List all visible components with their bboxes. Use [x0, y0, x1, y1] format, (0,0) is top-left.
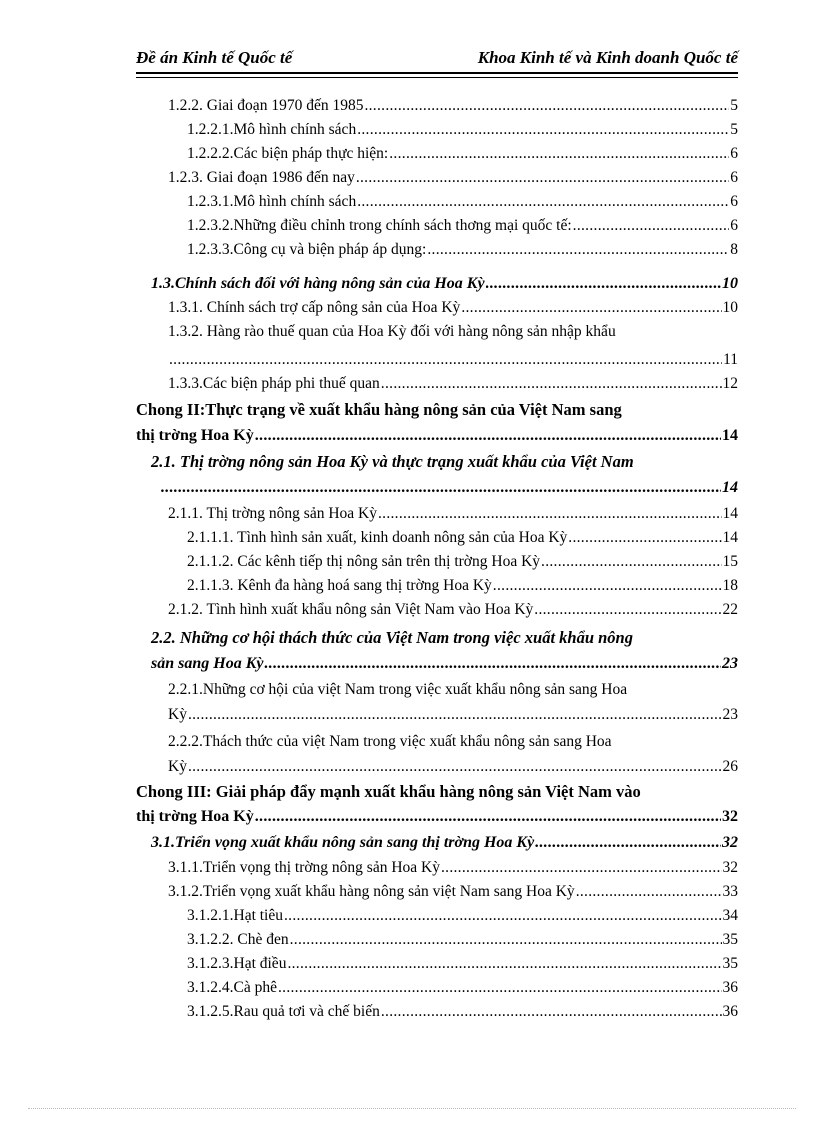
toc-entry-page: 34 [722, 907, 738, 924]
toc-entry [168, 502, 738, 526]
toc-entry [187, 238, 738, 262]
toc-entry-title: 1.3.2. Hàng rào thuế quan của Hoa Kỳ đối với hàng nông sản nhập khẩu [168, 323, 616, 340]
toc-entry [187, 526, 738, 550]
toc-entry [168, 296, 738, 320]
toc-entry-title: 1.3.Chính sách đối với hàng nông sản của Hoa Kỳ [151, 275, 485, 292]
toc-leader-dots [381, 372, 722, 396]
toc-entry-page: 32 [722, 834, 738, 851]
toc-entry [187, 118, 738, 142]
header-right-title: Khoa Kinh tế và Kinh doanh Quốc tế [477, 48, 738, 67]
toc-entry [168, 94, 738, 118]
toc-leader-dots [573, 214, 730, 238]
toc-entry-page: 8 [730, 241, 738, 258]
toc-leader-dots [188, 755, 722, 779]
toc-section-entry [160, 476, 738, 500]
toc-entry-title: 2.1.1. Thị trờng nông sản Hoa Kỳ [168, 505, 377, 522]
toc-entry-page: 6 [730, 145, 738, 162]
toc-entry-title: 1.3.3.Các biện pháp phi thuế quan [168, 375, 380, 392]
toc-leader-dots [441, 856, 722, 880]
toc-entry [187, 550, 738, 574]
toc-leader-dots [356, 166, 729, 190]
toc-leader-dots [541, 550, 721, 574]
page-bottom-border [28, 1108, 796, 1109]
toc-entry-page: 5 [730, 97, 738, 114]
toc-entry-title: 1.2.2.2.Các biện pháp thực hiện: [187, 145, 389, 162]
toc-entry-title: 3.1.1.Triển vọng thị trờng nông sản Hoa Kỳ [168, 859, 440, 876]
toc-entry-title: sản sang Hoa Kỳ [151, 655, 264, 672]
toc-entry-page: 6 [730, 169, 738, 186]
toc-entry [187, 976, 738, 1000]
toc-entry-title: 1.2.3.1.Mô hình chính sách [187, 193, 357, 210]
toc-leader-dots [427, 238, 729, 262]
toc-leader-dots [287, 952, 721, 976]
toc-entry [187, 904, 738, 928]
toc-entry-title: 3.1.2.4.Cà phê [187, 979, 277, 996]
toc-entry-page: 32 [722, 859, 738, 876]
toc-entry [187, 574, 738, 598]
toc-entry [187, 214, 738, 238]
toc-entry-title: 1.3.1. Chính sách trợ cấp nông sản của Hoa Kỳ [168, 299, 461, 316]
toc-entry-page: 15 [722, 553, 738, 570]
toc-entry-page: 10 [722, 275, 738, 292]
toc-entry-page: 23 [722, 706, 738, 723]
toc-chapter-entry [136, 805, 738, 829]
toc-leader-dots [255, 424, 721, 448]
toc-entry-title: 3.1.2.3.Hạt điều [187, 955, 287, 972]
toc-leader-dots [255, 805, 721, 829]
toc-entry-title: 2.1.1.1. Tình hình sản xuất, kinh doanh nông sản của Hoa Kỳ [187, 529, 568, 546]
toc-entry-page: 35 [722, 931, 738, 948]
toc-entry-page: 6 [730, 193, 738, 210]
toc-entry-page: 18 [722, 577, 738, 594]
toc-entry-page: 23 [722, 655, 738, 672]
header-rule-thin [136, 77, 738, 78]
toc-leader-dots [161, 476, 721, 500]
toc-entry-page: 33 [722, 883, 738, 900]
toc-leader-dots [264, 652, 721, 676]
toc-leader-dots [461, 296, 721, 320]
toc-entry-page: 26 [722, 758, 738, 775]
toc-entry-title: Kỳ [168, 706, 187, 723]
toc-entry-title: 1.2.3. Giai đoạn 1986 đến nay [168, 169, 355, 186]
toc-entry-title: 3.1.Triển vọng xuất khẩu nông sản sang thị trờng Hoa Kỳ [151, 834, 535, 851]
toc-entry-page: 11 [723, 351, 738, 368]
toc-entry-page: 36 [722, 979, 738, 996]
toc-entry-title: 3.1.2.5.Rau quả tơi và chế biến [187, 1003, 380, 1020]
toc-leader-dots [188, 703, 722, 727]
toc-section-title: 2.1. Thị trờng nông sản Hoa Kỳ và thực trạng xuất khẩu của Việt Nam [151, 452, 634, 471]
toc-entry-title: thị trờng Hoa Kỳ [136, 427, 254, 444]
toc-leader-dots [486, 272, 721, 296]
toc-entry-page: 22 [722, 601, 738, 618]
toc-leader-dots [284, 904, 722, 928]
toc-entry [168, 755, 738, 779]
toc-entry [168, 856, 738, 880]
toc-chapter-title: Chong III: Giải pháp đẩy mạnh xuất khẩu hàng nông sản Việt Nam vào [136, 782, 641, 801]
toc-entry-title: 2.2.2.Thách thức của việt Nam trong việc xuất khẩu nông sản sang Hoa [168, 733, 612, 750]
toc-section-entry [151, 652, 738, 676]
toc-leader-dots [535, 831, 721, 855]
toc-entry [187, 928, 738, 952]
toc-entry-title: 3.1.2.2. Chè đen [187, 931, 289, 948]
toc-entry-page: 10 [722, 299, 738, 316]
toc-leader-dots [389, 142, 729, 166]
toc-entry-title: 2.1.2. Tình hình xuất khẩu nông sản Việt Nam vào Hoa Kỳ [168, 601, 534, 618]
toc-leader-dots [278, 976, 722, 1000]
header-left-title: Đề án Kinh tế Quốc tế [136, 48, 293, 67]
toc-entry-title: Kỳ [168, 758, 187, 775]
toc-leader-dots [576, 880, 722, 904]
toc-entry-title: thị trờng Hoa Kỳ [136, 808, 254, 825]
toc-leader-dots [364, 94, 729, 118]
toc-section-title: 2.2. Những cơ hội thách thức của Việt Nam trong việc xuất khẩu nông [151, 628, 633, 647]
toc-entry [168, 166, 738, 190]
page-header [136, 48, 738, 74]
toc-entry [168, 348, 738, 372]
toc-entry-page: 32 [722, 808, 738, 825]
toc-entry [168, 703, 738, 727]
toc-leader-dots [378, 502, 722, 526]
toc-entry-title: 2.1.1.3. Kênh đa hàng hoá sang thị trờng Hoa Kỳ [187, 577, 492, 594]
header-rule-thick [136, 72, 738, 74]
toc-entry [187, 952, 738, 976]
toc-leader-dots [357, 118, 729, 142]
toc-entry [187, 142, 738, 166]
toc-entry-title: 3.1.2.1.Hạt tiêu [187, 907, 283, 924]
toc-section-entry [151, 831, 738, 855]
toc-entry-page: 14 [722, 479, 738, 496]
toc-entry-title: 3.1.2.Triển vọng xuất khẩu hàng nông sản việt Nam sang Hoa Kỳ [168, 883, 575, 900]
toc-leader-dots [534, 598, 721, 622]
toc-entry-title: 1.2.2.1.Mô hình chính sách [187, 121, 357, 138]
toc-entry [187, 190, 738, 214]
toc-leader-dots [381, 1000, 722, 1024]
toc-leader-dots [169, 348, 722, 372]
toc-entry-page: 12 [722, 375, 738, 392]
toc-leader-dots [568, 526, 721, 550]
toc-section-entry [151, 272, 738, 296]
toc-entry-title: 1.2.3.3.Công cụ và biện pháp áp dụng: [187, 241, 427, 258]
toc-chapter-entry [136, 424, 738, 448]
toc-entry [187, 1000, 738, 1024]
toc-entry-title: 2.2.1.Những cơ hội của việt Nam trong việc xuất khẩu nông sản sang Hoa [168, 681, 628, 698]
toc-entry-title: 2.1.1.2. Các kênh tiếp thị nông sản trên thị trờng Hoa Kỳ [187, 553, 541, 570]
toc-entry [168, 598, 738, 622]
toc-entry [168, 880, 738, 904]
toc-entry-page: 35 [722, 955, 738, 972]
toc-entry-page: 14 [722, 427, 738, 444]
toc-entry-title: 1.2.3.2.Những điều chỉnh trong chính sách thơng mại quốc tế: [187, 217, 572, 234]
toc-leader-dots [357, 190, 729, 214]
toc-entry-title: 1.2.2. Giai đoạn 1970 đến 1985 [168, 97, 364, 114]
toc-leader-dots [493, 574, 722, 598]
toc-entry-page: 36 [722, 1003, 738, 1020]
toc-entry-page: 5 [730, 121, 738, 138]
toc-entry-page: 6 [730, 217, 738, 234]
toc-leader-dots [290, 928, 722, 952]
toc-entry-page: 14 [722, 529, 738, 546]
toc-chapter-title: Chong II:Thực trạng về xuất khẩu hàng nông sản của Việt Nam sang [136, 400, 622, 419]
toc-entry-page: 14 [722, 505, 738, 522]
toc-entry [168, 372, 738, 396]
